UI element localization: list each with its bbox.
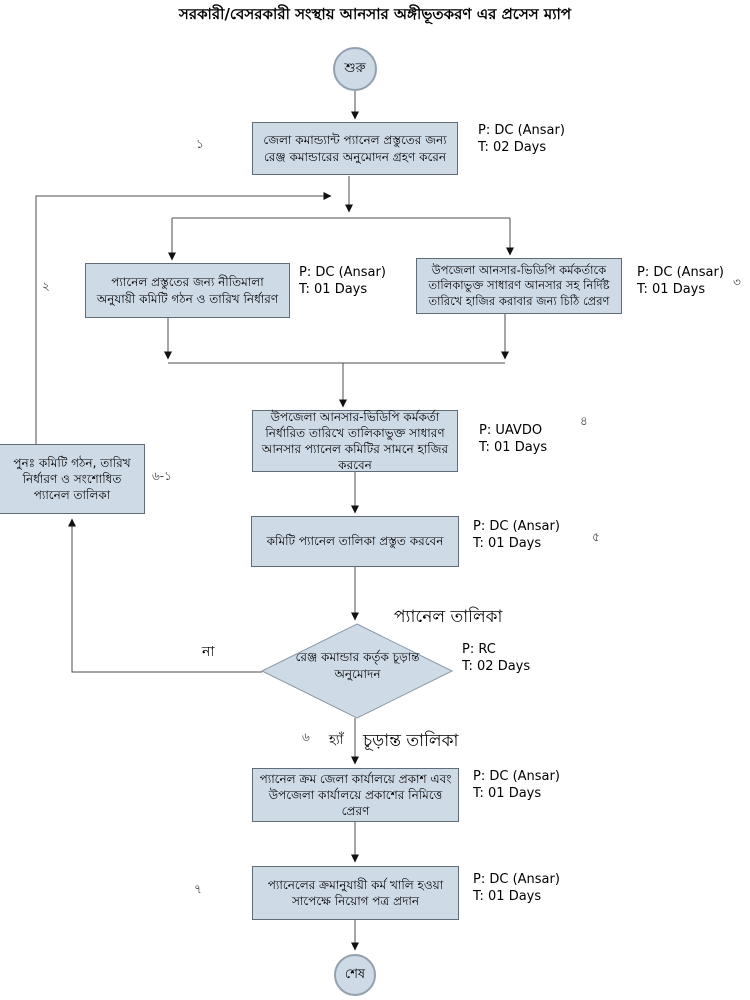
connector-rework-return bbox=[36, 196, 331, 444]
start-node bbox=[333, 47, 377, 91]
annotation-step-2 bbox=[299, 264, 386, 298]
annotation-step-7-time: T: 01 Days bbox=[473, 889, 542, 904]
decision-yes-label: হ্যাঁ bbox=[329, 733, 344, 748]
annotation-step-1 bbox=[478, 122, 565, 156]
rework-text: পুনঃ কমিটি গঠন, তারিখ নির্ধারণ ও সংশোধিত প্যানেল তালিকা bbox=[13, 455, 131, 503]
step-4-number: ৪ bbox=[580, 414, 588, 428]
step-7-box bbox=[252, 866, 459, 920]
step-5-text: কমিটি প্যানেল তালিকা প্রস্তুত করবেন bbox=[266, 534, 444, 549]
step-2-text: প্যানেল প্রস্তুতের জন্য নীতিমালা অনুযায়ী কমিটি গঠন ও তারিখ নির্ধারণ bbox=[96, 275, 279, 306]
annotation-step-2-time: T: 01 Days bbox=[299, 282, 368, 297]
annotation-step-3-time: T: 01 Days bbox=[637, 282, 706, 297]
annotation-step-4 bbox=[479, 422, 547, 456]
step-3-box bbox=[416, 258, 622, 314]
panel-list-label: প্যানেল তালিকা bbox=[394, 607, 503, 627]
end-node bbox=[334, 954, 376, 996]
annotation-step-3 bbox=[637, 264, 724, 298]
step-7-number: ৭ bbox=[194, 882, 202, 896]
annotation-decision-performer: P: RC bbox=[462, 642, 496, 657]
final-list-label: চূড়ান্ত তালিকা bbox=[363, 731, 459, 751]
step-3-number: ৩ bbox=[733, 275, 741, 289]
annotation-decision-time: T: 02 Days bbox=[462, 659, 531, 674]
annotation-step-7-performer: P: DC (Ansar) bbox=[473, 872, 560, 887]
decision-text: রেঞ্জ কমান্ডার কর্তৃক চূড়ান্ত অনুমোদন bbox=[295, 650, 420, 681]
decision-no-label: না bbox=[202, 644, 215, 660]
annotation-step-3-performer: P: DC (Ansar) bbox=[637, 265, 724, 280]
page-title: সরকারী/বেসরকারী সংস্থায় আনসার অঙ্গীভূতকরণ এর প্রসেস ম্যাপ bbox=[178, 5, 572, 23]
annotation-decision bbox=[462, 641, 530, 675]
end-label: শেষ bbox=[344, 966, 366, 982]
annotation-step-4-time: T: 01 Days bbox=[479, 440, 548, 455]
annotation-step-5 bbox=[473, 518, 560, 552]
step-5-number: ৫ bbox=[592, 530, 600, 544]
start-label: শুরু bbox=[344, 60, 366, 76]
annotation-step-1-performer: P: DC (Ansar) bbox=[478, 123, 565, 138]
step-5-box bbox=[251, 516, 459, 567]
step-6-box bbox=[252, 768, 459, 822]
step-6-text: প্যানেল ক্রম জেলা কার্যালয়ে প্রকাশ এবং উপজেলা কার্যালয়ে প্রকাশের নিমিত্তে প্রেরণ bbox=[259, 771, 452, 819]
annotation-step-6-time: T: 01 Days bbox=[473, 786, 542, 801]
rework-number: ৬-১ bbox=[152, 469, 172, 483]
rework-box bbox=[0, 444, 145, 514]
step-1-text: জেলা কমান্ড্যান্ট প্যানেল প্রস্তুতের জন্য রেঞ্জ কমান্ডারের অনুমোদন গ্রহণ করেন bbox=[263, 133, 447, 164]
annotation-step-4-performer: P: UAVDO bbox=[479, 423, 543, 438]
decision-number: ৬ bbox=[302, 730, 310, 744]
step-1-number: ১ bbox=[196, 137, 204, 151]
step-2-box bbox=[85, 263, 290, 318]
annotation-step-1-time: T: 02 Days bbox=[478, 140, 547, 155]
connector-decision-no-to-rework bbox=[72, 519, 262, 672]
step-4-text: উপজেলা আনসার-ভিডিপি কর্মকর্তা নির্ধারিত তারিখে তালিকাভুক্ত সাধারণ আনসার প্যানেল কমিটির সামনে হাজির করবেন bbox=[261, 409, 449, 473]
step-1-box bbox=[252, 122, 458, 175]
annotation-step-6-performer: P: DC (Ansar) bbox=[473, 769, 560, 784]
annotation-step-5-performer: P: DC (Ansar) bbox=[473, 519, 560, 534]
annotation-step-6 bbox=[473, 768, 560, 802]
step-7-text: প্যানেলের ক্রমানুযায়ী কর্ম খালি হওয়া সাপেক্ষে নিয়োগ পত্র প্রদান bbox=[267, 877, 444, 908]
step-3-text: উপজেলা আনসার-ভিডিপি কর্মকর্তাকে তালিকাভুক্ত সাধারণ আনসার সহ নির্দিষ্ট তারিখে হাজির করাবার জন্য চিঠি প্রেরণ bbox=[428, 262, 610, 308]
annotation-step-7 bbox=[473, 871, 560, 905]
step-2-number: ২ bbox=[42, 279, 50, 293]
step-4-box bbox=[252, 410, 458, 472]
annotation-step-2-performer: P: DC (Ansar) bbox=[299, 265, 386, 280]
annotation-step-5-time: T: 01 Days bbox=[473, 536, 542, 551]
